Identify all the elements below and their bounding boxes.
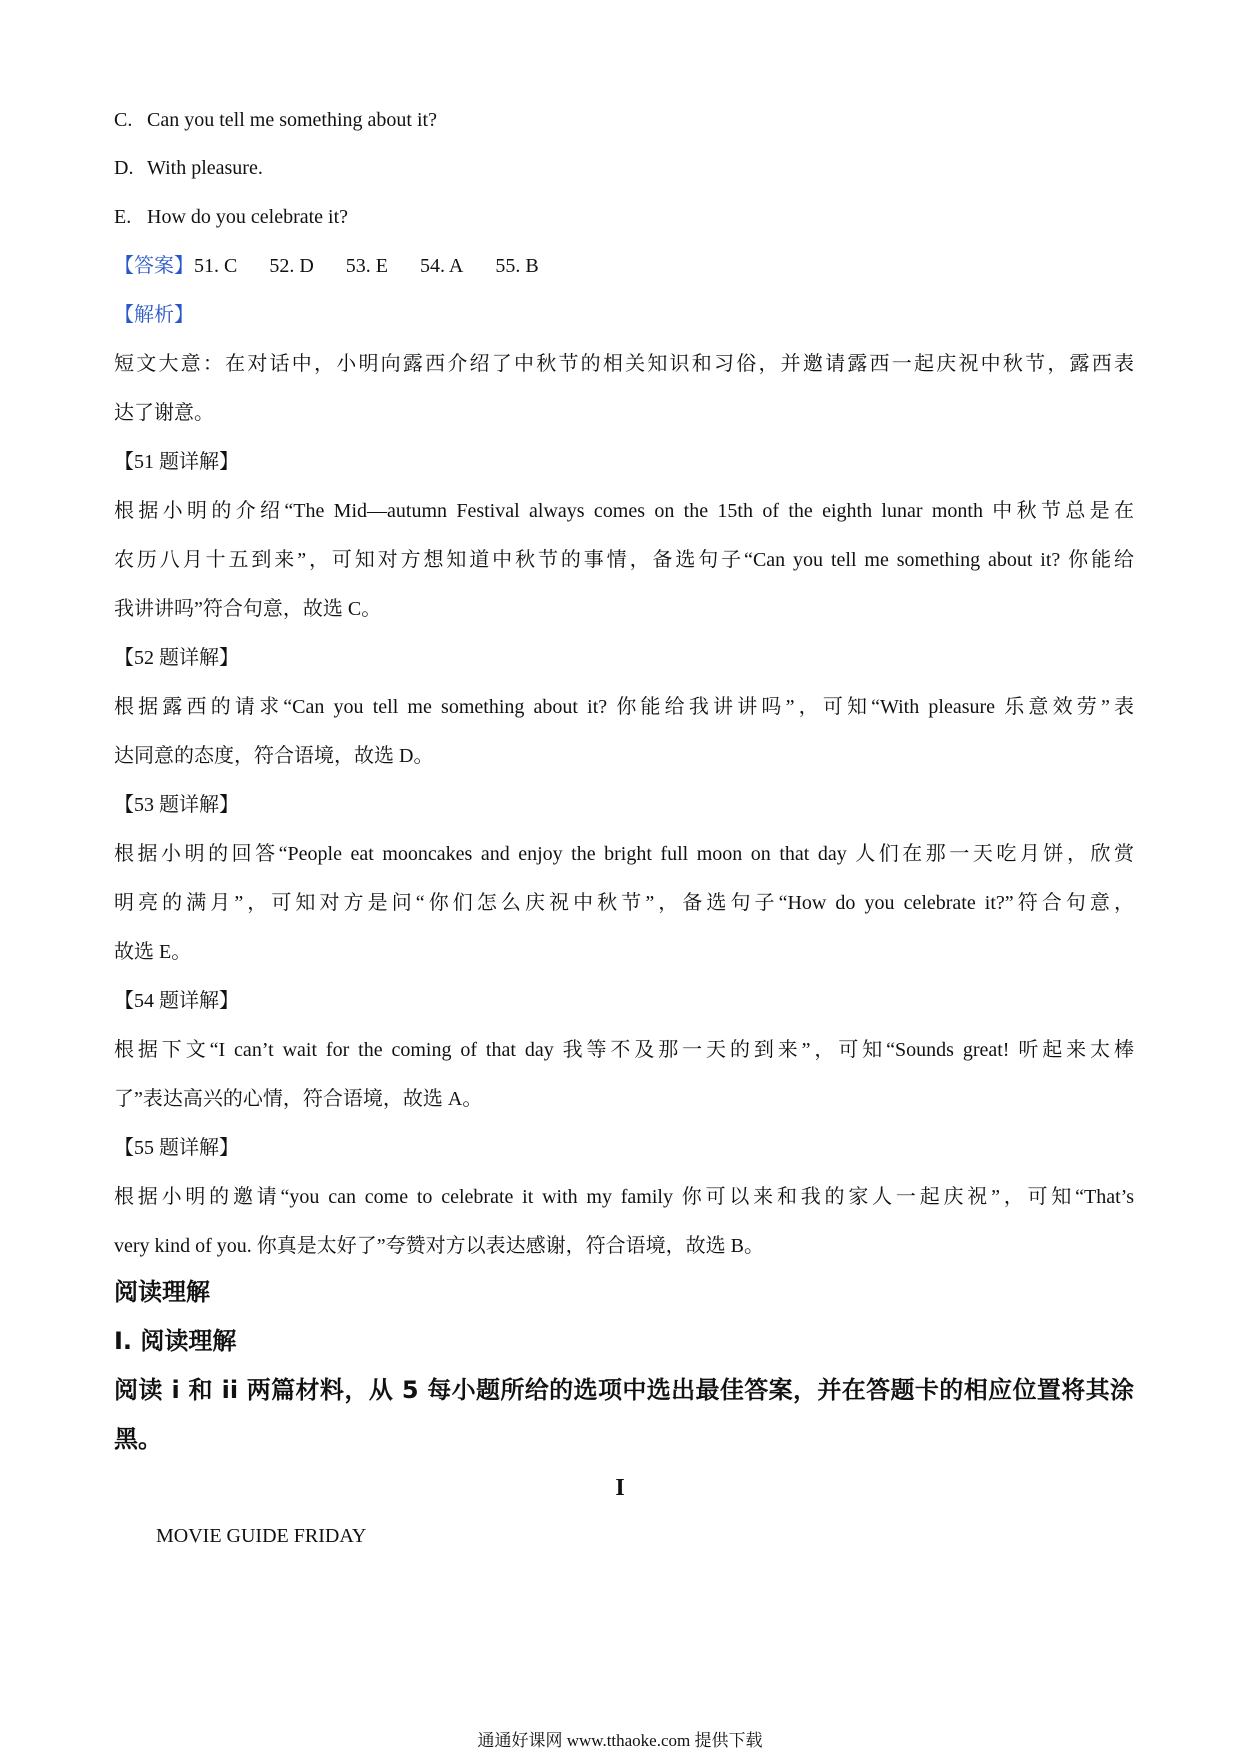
detail-title-51: 【51 题详解】 bbox=[114, 451, 239, 473]
answer-line bbox=[114, 252, 1134, 280]
detail-line: 根据小明的介绍“The Mid—autumn Festival always comes on the 15th of the eighth lunar month 中秋节总是在 bbox=[114, 500, 1134, 522]
option-e bbox=[114, 203, 1134, 231]
detail-line: 根据小明的回答“People eat mooncakes and enjoy the bright full moon on that day 人们在那一天吃月饼，欣赏 bbox=[114, 843, 1134, 865]
detail-title-52: 【52 题详解】 bbox=[114, 647, 239, 669]
page-footer: 通通好课网 www.tthaoke.com 提供下载 bbox=[477, 1731, 763, 1750]
answer-item: 52. D bbox=[269, 255, 314, 277]
option-letter: C. bbox=[114, 109, 133, 131]
summary-line: 短文大意：在对话中，小明向露西介绍了中秋节的相关知识和习俗，并邀请露西一起庆祝中秋节，露西表 bbox=[114, 353, 1134, 375]
detail-line: 根据下文“I can’t wait for the coming of that day 我等不及那一天的到来”，可知“Sounds great! 听起来太棒 bbox=[114, 1039, 1134, 1061]
option-letter: E. bbox=[114, 206, 132, 228]
answer-item: 54. A bbox=[420, 255, 464, 277]
answer-item: 55. B bbox=[495, 255, 539, 277]
option-letter: D. bbox=[114, 157, 134, 179]
detail-line: very kind of you. 你真是太好了”夸赞对方以表达感谢，符合语境，故选 B。 bbox=[114, 1235, 764, 1257]
section-subtitle: Ⅰ. 阅读理解 bbox=[114, 1327, 237, 1355]
option-c bbox=[114, 106, 1134, 134]
section-title: 阅读理解 bbox=[114, 1278, 210, 1306]
section-instruction: 黑。 bbox=[114, 1425, 162, 1453]
detail-line: 我讲讲吗”符合句意，故选 C。 bbox=[114, 598, 382, 620]
detail-title-54: 【54 题详解】 bbox=[114, 990, 239, 1012]
option-text: How do you celebrate it? bbox=[147, 206, 349, 228]
detail-line: 故选 E。 bbox=[114, 941, 192, 963]
analysis-label: 【解析】 bbox=[114, 304, 194, 326]
detail-line: 农历八月十五到来”，可知对方想知道中秋节的事情，备选句子“Can you tell me something about it? 你能给 bbox=[114, 549, 1134, 571]
detail-title-53: 【53 题详解】 bbox=[114, 794, 239, 816]
answer-item: 53. E bbox=[345, 255, 389, 277]
detail-line: 明亮的满月”，可知对方是问“你们怎么庆祝中秋节”，备选句子“How do you celebrate it?”符合句意， bbox=[114, 892, 1134, 914]
summary-line: 达了谢意。 bbox=[114, 402, 214, 424]
answer-label: 【答案】 bbox=[114, 255, 194, 277]
option-d bbox=[114, 154, 1134, 182]
detail-line: 根据小明的邀请“you can come to celebrate it with my family 你可以来和我的家人一起庆祝”，可知“That’s bbox=[114, 1186, 1134, 1208]
passage-numeral: I bbox=[615, 1475, 625, 1501]
detail-line: 了”表达高兴的心情，符合语境，故选 A。 bbox=[114, 1088, 483, 1110]
passage-title: MOVIE GUIDE FRIDAY bbox=[156, 1525, 367, 1547]
option-text: With pleasure. bbox=[147, 157, 263, 179]
detail-line: 达同意的态度，符合语境，故选 D。 bbox=[114, 745, 434, 767]
answer-item: 51. C bbox=[194, 255, 238, 277]
option-text: Can you tell me something about it? bbox=[147, 109, 437, 131]
detail-title-55: 【55 题详解】 bbox=[114, 1137, 239, 1159]
section-instruction: 阅读 i 和 ii 两篇材料，从 5 每小题所给的选项中选出最佳答案，并在答题卡的相应位置将其涂 bbox=[114, 1376, 1134, 1404]
detail-line: 根据露西的请求“Can you tell me something about it? 你能给我讲讲吗”，可知“With pleasure 乐意效劳”表 bbox=[114, 696, 1134, 718]
